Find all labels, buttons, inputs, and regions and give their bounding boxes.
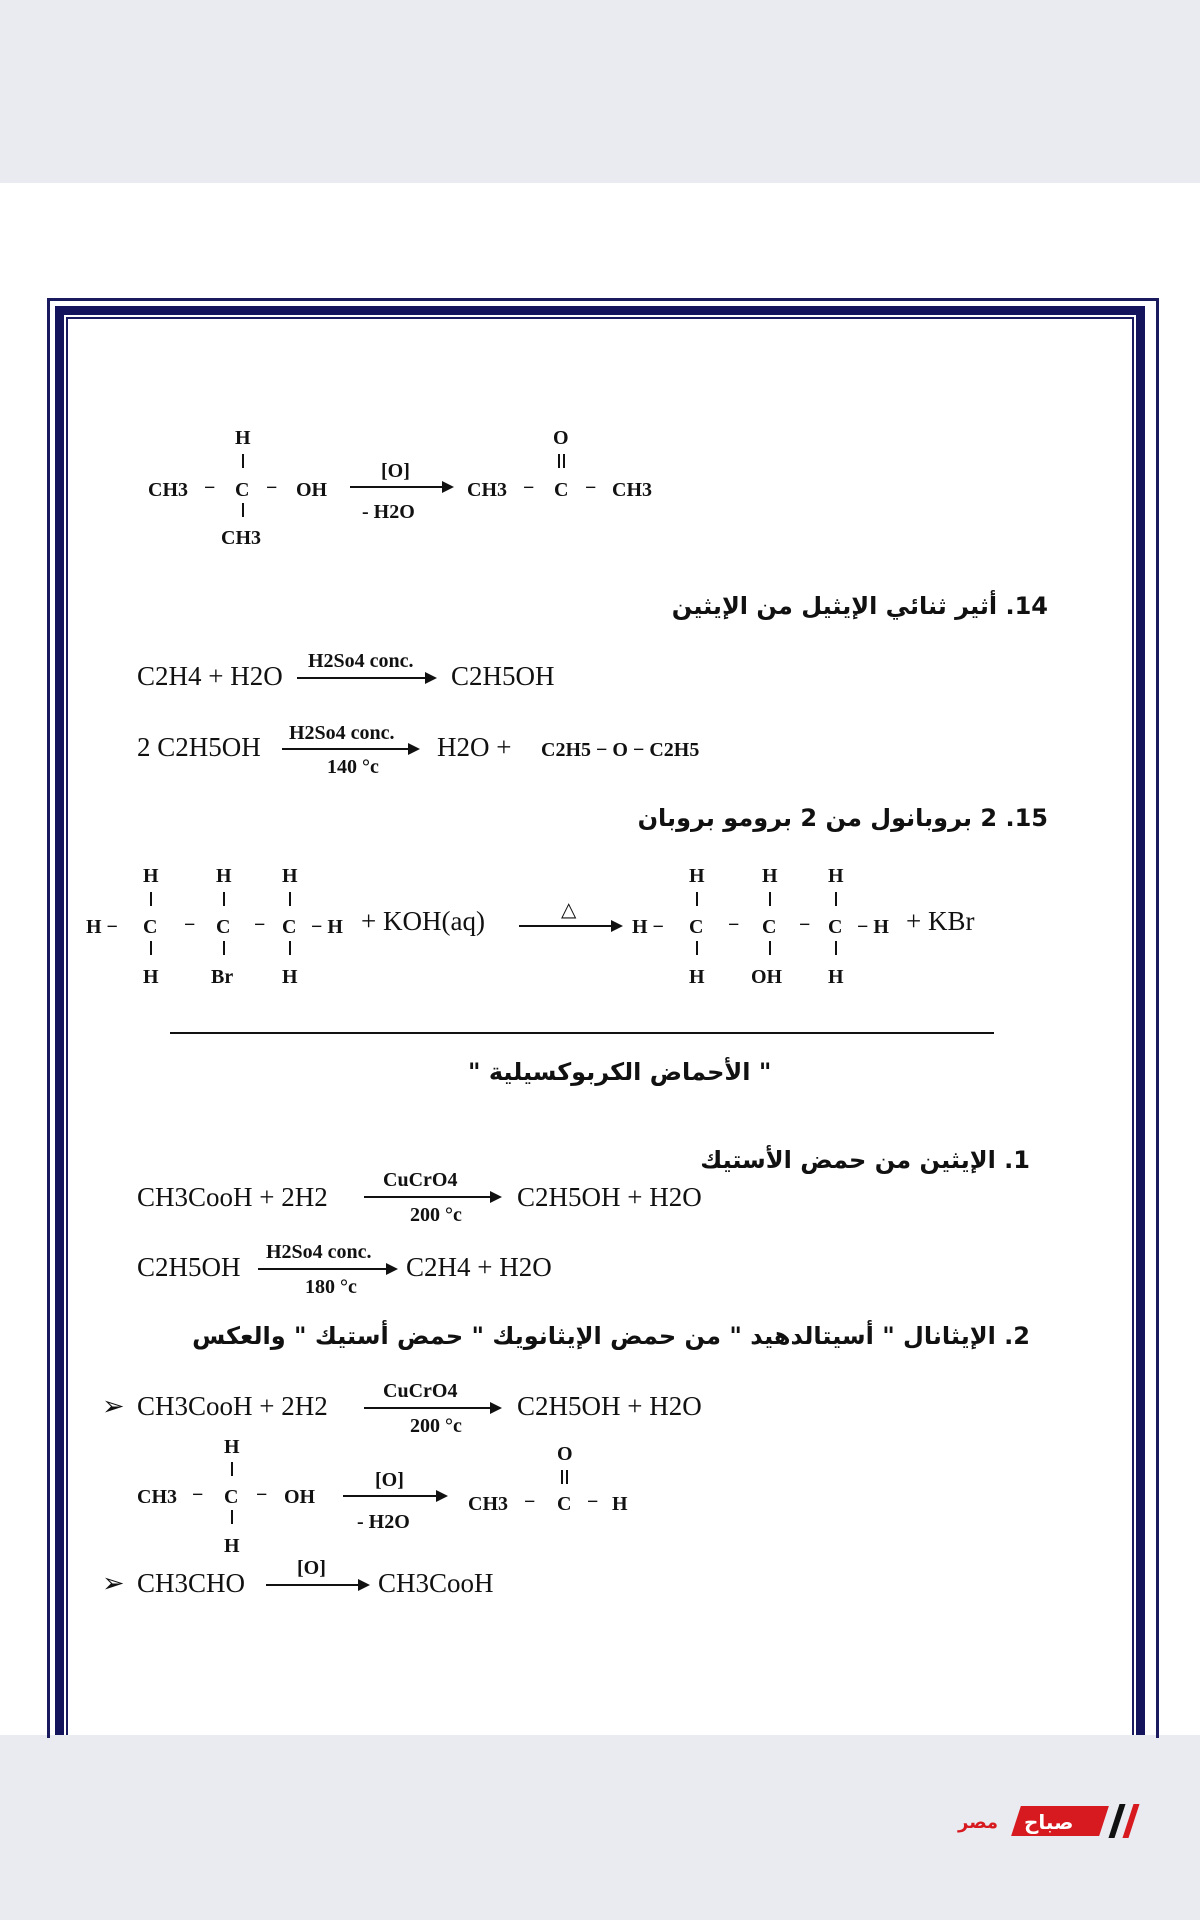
bond-dash: − xyxy=(585,477,597,499)
atom-c: C xyxy=(554,479,569,501)
equation-left: C2H5OH xyxy=(137,1252,241,1282)
part-2-title: 2. الإيثانال " أسيتالدهيد " من حمض الإيثانويك " حمض أستيك " والعكس xyxy=(192,1322,1030,1350)
part-1-title: 1. الإيثين من حمض الأستيك xyxy=(700,1146,1030,1174)
bond xyxy=(242,503,244,517)
atom-h-bond: H − xyxy=(86,916,118,938)
atom-c: C xyxy=(143,916,158,938)
bond xyxy=(150,892,152,906)
reactant-koh: + KOH(aq) xyxy=(361,906,485,936)
atom-c: C xyxy=(689,916,704,938)
reagent-label: [O] xyxy=(375,1469,404,1491)
group-oh: OH xyxy=(751,966,783,988)
group-oh: OH xyxy=(284,1486,316,1508)
atom-h: H xyxy=(689,966,705,988)
atom-h: H xyxy=(216,865,232,887)
bond-dash: − xyxy=(799,914,811,936)
reagent-label: H2So4 conc. xyxy=(289,722,395,744)
equation-product-ether: C2H5 − O − C2H5 xyxy=(541,739,700,761)
reagent-label: [O] xyxy=(381,460,410,482)
double-bond xyxy=(561,1470,568,1484)
reagent-label: H2So4 conc. xyxy=(266,1241,372,1263)
bond xyxy=(696,892,698,906)
atom-h: H xyxy=(612,1493,628,1515)
carboxylic-heading: " الأحماض الكربوكسيلية " xyxy=(468,1058,772,1086)
bond-dash: − xyxy=(266,477,278,499)
atom-o: O xyxy=(553,427,569,449)
bond xyxy=(150,941,152,955)
group-ch3: CH3 xyxy=(148,479,188,501)
heat-symbol: △ xyxy=(561,899,577,921)
atom-c: C xyxy=(762,916,777,938)
group-ch3: CH3 xyxy=(467,479,507,501)
bond-dash: − xyxy=(184,914,196,936)
atom-h: H xyxy=(224,1436,240,1458)
section-divider xyxy=(170,1032,994,1034)
bond xyxy=(289,892,291,906)
equation-right: C2H5OH + H2O xyxy=(517,1182,702,1212)
equation-right: C2H4 + H2O xyxy=(406,1252,552,1282)
bond-dash: − xyxy=(204,477,216,499)
reaction-arrow xyxy=(364,1407,500,1409)
group-ch3: CH3 xyxy=(468,1493,508,1515)
equation-left: CH3CooH + 2H2 xyxy=(137,1182,328,1212)
bond xyxy=(696,941,698,955)
reaction-arrow xyxy=(266,1584,368,1586)
bond xyxy=(231,1510,233,1524)
atom-c: C xyxy=(224,1486,239,1508)
bond-dash: − xyxy=(524,1491,536,1513)
section-15-title: 15. 2 بروبانول من 2 برومو بروبان xyxy=(637,804,1048,832)
bond xyxy=(242,454,244,468)
bullet-arrow: ➢ xyxy=(102,1391,125,1421)
atom-br: Br xyxy=(211,966,234,988)
logo-text-masr: مصر xyxy=(958,1812,999,1833)
bond-dash: − xyxy=(254,914,266,936)
product-kbr: + KBr xyxy=(906,906,975,936)
atom-h: H xyxy=(235,427,251,449)
atom-c: C xyxy=(828,916,843,938)
reaction-arrow xyxy=(343,1495,446,1497)
group-ch3: CH3 xyxy=(612,479,652,501)
equation-left: C2H4 + H2O xyxy=(137,661,283,691)
atom-h: H xyxy=(143,966,159,988)
condition-label: 140 °c xyxy=(327,756,379,778)
reaction-arrow xyxy=(258,1268,396,1270)
bond xyxy=(769,892,771,906)
bond-dash: − xyxy=(256,1484,268,1506)
atom-h-bond: H − xyxy=(632,916,664,938)
bond-dash: − xyxy=(192,1484,204,1506)
condition-label: 200 °c xyxy=(410,1415,462,1437)
condition-label: - H2O xyxy=(357,1511,410,1533)
bullet-arrow: ➢ xyxy=(102,1568,125,1598)
bond xyxy=(223,941,225,955)
bond-dash: − xyxy=(587,1491,599,1513)
reagent-label: H2So4 conc. xyxy=(308,650,414,672)
bond xyxy=(835,892,837,906)
atom-h: H xyxy=(828,966,844,988)
atom-o: O xyxy=(557,1443,573,1465)
atom-c: C xyxy=(216,916,231,938)
group-ch3: CH3 xyxy=(221,527,261,549)
atom-h: H xyxy=(143,865,159,887)
section-14-title: 14. أثير ثنائي الإيثيل من الإيثين xyxy=(671,592,1048,620)
equation-right: C2H5OH xyxy=(451,661,555,691)
bond xyxy=(223,892,225,906)
reaction-arrow xyxy=(282,748,418,750)
bond xyxy=(769,941,771,955)
reaction-arrow xyxy=(364,1196,500,1198)
bond xyxy=(231,1462,233,1476)
atom-h: H xyxy=(224,1535,240,1557)
reagent-label: [O] xyxy=(297,1557,326,1579)
group-oh: OH xyxy=(296,479,328,501)
logo-text-sabah: صباح xyxy=(1024,1810,1074,1834)
atom-h: H xyxy=(828,865,844,887)
bond xyxy=(289,941,291,955)
condition-label: 180 °c xyxy=(305,1276,357,1298)
bond-h: − H xyxy=(311,916,343,938)
bond-dash: − xyxy=(523,477,535,499)
group-ch3: CH3 xyxy=(137,1486,177,1508)
reaction-arrow xyxy=(519,925,621,927)
condition-label: 200 °c xyxy=(410,1204,462,1226)
bond xyxy=(835,941,837,955)
atom-c: C xyxy=(235,479,250,501)
double-bond xyxy=(558,454,565,468)
logo-slash-icon xyxy=(1122,1804,1139,1838)
reagent-label: CuCrO4 xyxy=(383,1169,458,1191)
equation-right: C2H5OH + H2O xyxy=(517,1391,702,1421)
brand-logo xyxy=(958,1804,1148,1838)
equation-right: CH3CooH xyxy=(378,1568,494,1598)
reagent-label: CuCrO4 xyxy=(383,1380,458,1402)
equation-left: CH3CHO xyxy=(137,1568,246,1598)
reaction-arrow xyxy=(350,486,452,488)
reaction-arrow xyxy=(297,677,435,679)
equation-left: 2 C2H5OH xyxy=(137,732,261,762)
atom-c: C xyxy=(557,1493,572,1515)
atom-h: H xyxy=(282,966,298,988)
equation-left: CH3CooH + 2H2 xyxy=(137,1391,328,1421)
atom-h: H xyxy=(762,865,778,887)
condition-label: - H2O xyxy=(362,501,415,523)
bond-h: − H xyxy=(857,916,889,938)
atom-h: H xyxy=(282,865,298,887)
bond-dash: − xyxy=(728,914,740,936)
equation-right: H2O + xyxy=(437,732,512,762)
atom-c: C xyxy=(282,916,297,938)
atom-h: H xyxy=(689,865,705,887)
